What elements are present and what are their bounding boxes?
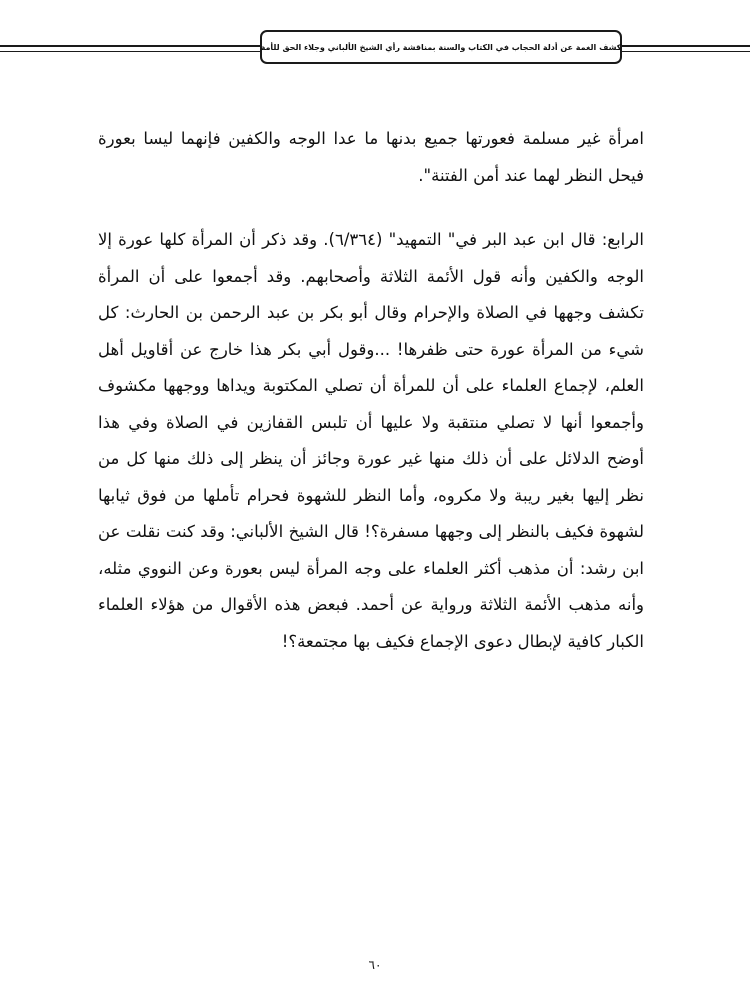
paragraph-2: الرابع: قال ابن عبد البر في" التمهيد" (٦/٣٦٤). وقد ذكر أن المرأة كلها عورة إلا الوجه والكفين وأنه قول الأئمة الثلاثة وأصحابهم. وقد أجمعوا على أن المرأة تكشف وجهها في الصلاة والإحرام وقال أبو بكر بن عبد الرحمن بن الحارث: كل شيء من المرأة عورة حتى ظفرها! ...وقول أبي بكر هذا خارج عن أقاويل أهل العلم، لإجماع العلماء على أن للمرأة أن تصلي المكتوبة ويداها ووجهها مكشوف وأجمعوا أنها لا تصلي منتقبة ولا عليها أن تلبس القفازين في الصلاة وفي هذا أوضح الدلائل على أن ذلك منها غير عورة وجائز أن ينظر إلى ذلك منها كل من نظر إليها بغير ريبة ولا مكروه، وأما النظر للشهوة فحرام تأملها من فوق ثيابها لشهوة فكيف بالنظر إلى وجهها مسفرة؟! قال الشيخ الألباني: وقد كنت نقلت عن ابن رشد: أن مذهب أكثر العلماء على وجه المرأة ليس بعورة وعن النووي مثله، وأنه مذهب الأئمة الثلاثة ورواية عن أحمد. فبعض هذه الأقوال من هؤلاء العلماء الكبار كافية لإبطال دعوى الإجماع فكيف بها مجتمعة؟! [98,230,644,651]
header-rule-right [622,45,750,52]
running-header [260,30,622,64]
paragraph-1: امرأة غير مسلمة فعورتها جميع بدنها ما عدا الوجه والكفين فإنهما ليسا بعورة فيحل النظر لهما عند أمن الفتنة". [98,129,644,185]
page-number: ٦٠ [368,958,382,972]
running-header-title: كشف الغمة عن أدلة الحجاب في الكتاب والسنة بمناقشة رأي الشيخ الألباني وجلاء الحق للأمة [260,42,622,52]
header-rule-left [0,45,262,52]
